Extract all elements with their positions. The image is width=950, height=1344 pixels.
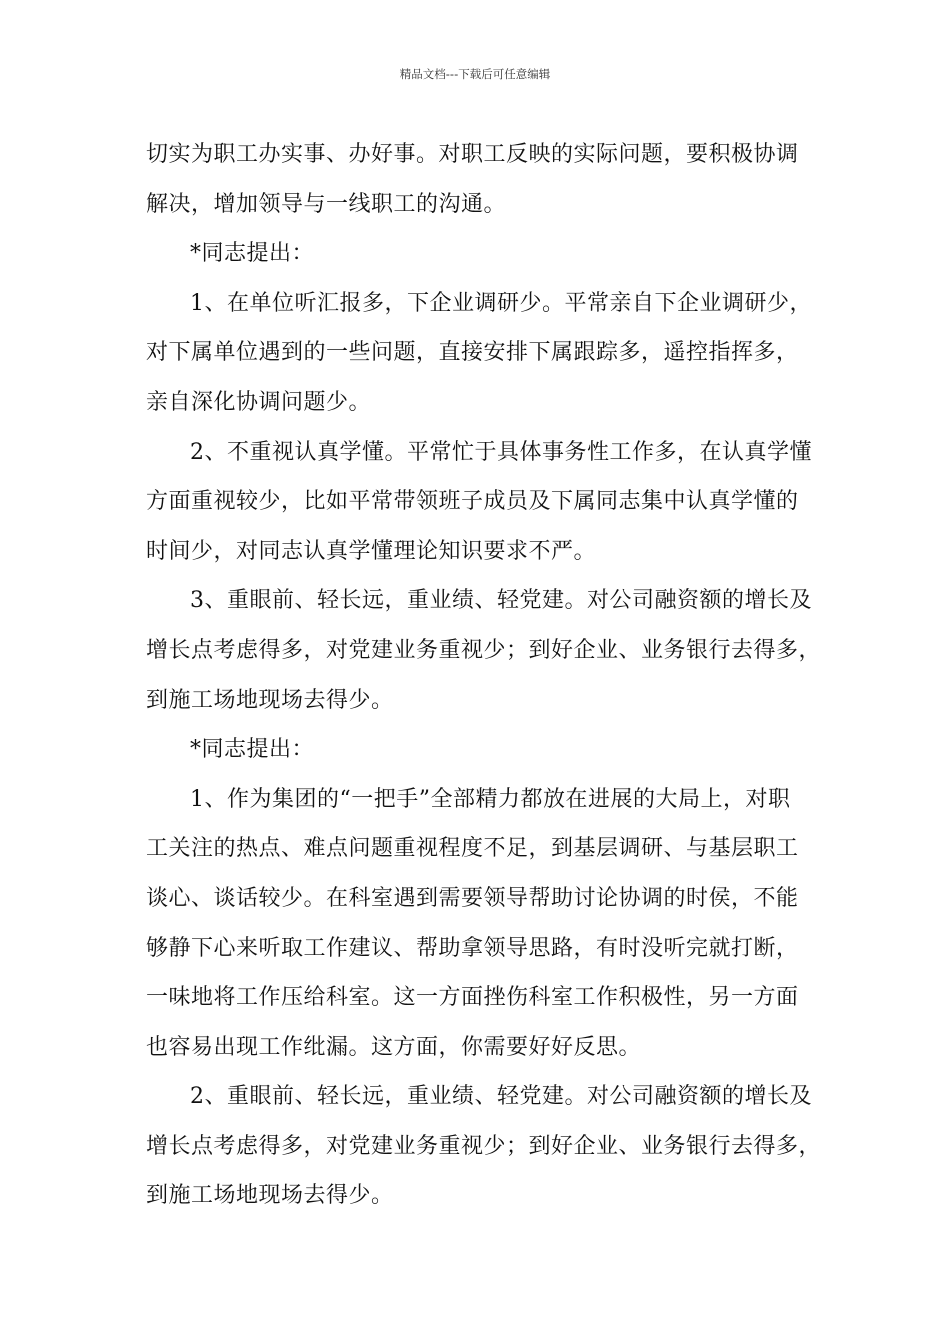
section-heading: *同志提出： bbox=[190, 241, 315, 267]
text-line: 增长点考虑得多，对党建业务重视少；到好企业、业务银行去得多， bbox=[146, 1133, 822, 1159]
text-line: 一味地将工作压给科室。这一方面挫伤科室工作积极性，另一方面 bbox=[146, 985, 799, 1011]
document-body bbox=[146, 130, 826, 1221]
page-header: 精品文档---下载后可任意编辑 bbox=[399, 67, 551, 81]
text-line: 够静下心来听取工作建议、帮助拿领导思路，有时没听完就打断， bbox=[146, 935, 799, 961]
text-line: 解决，增加领导与一线职工的沟通。 bbox=[146, 191, 507, 217]
list-item-line: 3、重眼前、轻长远，重业绩、轻党建。对公司融资额的增长及 bbox=[190, 588, 812, 614]
text-line: 到施工场地现场去得少。 bbox=[146, 1183, 394, 1209]
text-line: 切实为职工办实事、办好事。对职工反映的实际问题，要积极协调 bbox=[146, 142, 799, 167]
list-item-line: 2、不重视认真学懂。平常忙于具体事务性工作多，在认真学懂 bbox=[190, 439, 812, 465]
text-line: 也容易出现工作纰漏。这方面，你需要好好反思。 bbox=[146, 1034, 642, 1060]
text-line: 增长点考虑得多，对党建业务重视少；到好企业、业务银行去得多， bbox=[146, 637, 822, 663]
text-line: 亲自深化协调问题少。 bbox=[146, 389, 372, 415]
text-line: 时间少，对同志认真学懂理论知识要求不严。 bbox=[146, 538, 597, 564]
text-line: 工关注的热点、难点问题重视程度不足，到基层调研、与基层职工 bbox=[146, 836, 799, 862]
text-line: 谈心、谈话较少。在科室遇到需要领导帮助讨论协调的时侯，不能 bbox=[146, 885, 799, 911]
section-heading: *同志提出： bbox=[190, 737, 315, 763]
list-item-line: 1、作为集团的“一把手”全部精力都放在进展的大局上，对职 bbox=[190, 786, 791, 812]
text-line: 对下属单位遇到的一些问题，直接安排下属跟踪多，遥控指挥多， bbox=[146, 340, 799, 366]
list-item-line: 2、重眼前、轻长远，重业绩、轻党建。对公司融资额的增长及 bbox=[190, 1084, 812, 1110]
text-line: 到施工场地现场去得少。 bbox=[146, 687, 394, 713]
text-line: 方面重视较少，比如平常带领班子成员及下属同志集中认真学懂的 bbox=[146, 489, 799, 515]
list-item-line: 1、在单位听汇报多，下企业调研少。平常亲自下企业调研少， bbox=[190, 290, 812, 316]
